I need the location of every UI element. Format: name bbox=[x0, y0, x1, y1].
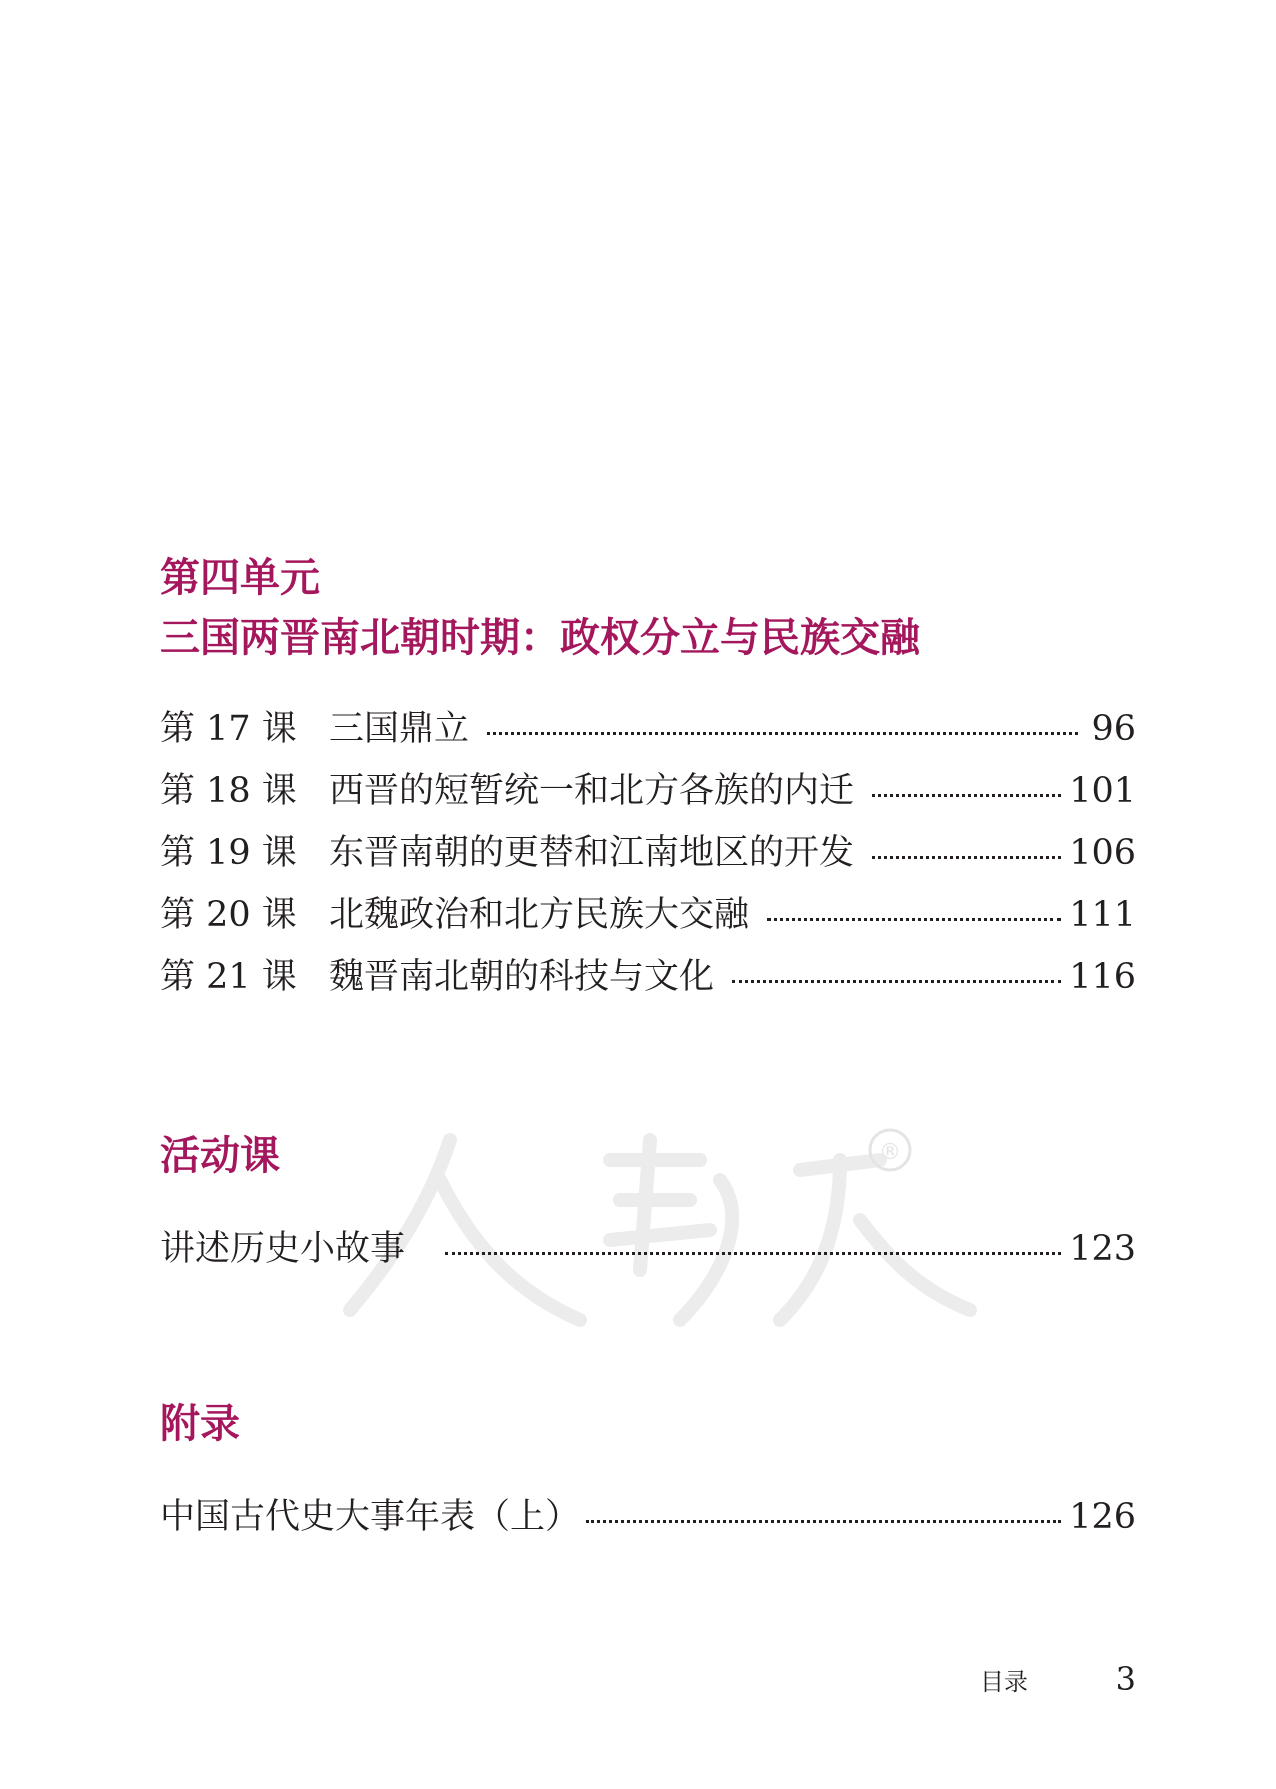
lesson-title: 东晋南朝的更替和江南地区的开发 bbox=[329, 833, 855, 873]
activity-list bbox=[160, 1218, 1136, 1280]
dot-leader bbox=[767, 918, 1061, 921]
unit-4-section bbox=[160, 548, 1136, 1008]
dot-leader bbox=[586, 1520, 1061, 1523]
dot-leader bbox=[487, 732, 1078, 735]
footer-label: 目录 bbox=[980, 1668, 1028, 1696]
page-footer bbox=[980, 1660, 1136, 1710]
toc-row[interactable] bbox=[160, 946, 1136, 1008]
lesson-title: 西晋的短暂统一和北方各族的内迁 bbox=[329, 771, 855, 811]
item-title: 讲述历史小故事 bbox=[160, 1229, 406, 1269]
lesson-number: 第 17 课 bbox=[160, 709, 297, 749]
lesson-list bbox=[160, 698, 1136, 1008]
lesson-title: 魏晋南北朝的科技与文化 bbox=[329, 957, 715, 997]
lesson-number: 第 19 课 bbox=[160, 833, 297, 873]
lesson-title: 北魏政治和北方民族大交融 bbox=[329, 895, 750, 935]
lesson-number: 第 21 课 bbox=[160, 957, 297, 997]
appendix-list bbox=[160, 1486, 1136, 1548]
registered-mark: ® bbox=[879, 1140, 901, 1165]
unit-title: 三国两晋南北朝时期：政权分立与民族交融 bbox=[160, 615, 920, 661]
dot-leader bbox=[872, 856, 1061, 859]
lesson-number: 第 20 课 bbox=[160, 895, 297, 935]
activity-section bbox=[160, 1126, 1136, 1280]
page-number: 101 bbox=[1069, 771, 1136, 811]
toc-row[interactable] bbox=[160, 1218, 1136, 1280]
toc-row[interactable] bbox=[160, 698, 1136, 760]
page-number: 111 bbox=[1069, 895, 1136, 935]
item-title: 中国古代史大事年表（上） bbox=[160, 1497, 581, 1537]
dot-leader bbox=[732, 980, 1061, 983]
dot-leader bbox=[872, 794, 1061, 797]
toc-row[interactable] bbox=[160, 884, 1136, 946]
toc-row[interactable] bbox=[160, 822, 1136, 884]
lesson-number: 第 18 课 bbox=[160, 771, 297, 811]
section-title: 附录 bbox=[160, 1401, 240, 1447]
page-number: 123 bbox=[1069, 1229, 1136, 1269]
footer-page-number: 3 bbox=[1115, 1660, 1136, 1698]
appendix-section bbox=[160, 1394, 1136, 1548]
page-number: 96 bbox=[1091, 709, 1136, 749]
unit-label: 第四单元 bbox=[160, 555, 320, 601]
page-number: 126 bbox=[1069, 1497, 1136, 1537]
dot-leader bbox=[445, 1252, 1061, 1255]
page-number: 116 bbox=[1069, 957, 1136, 997]
toc-row[interactable] bbox=[160, 760, 1136, 822]
toc-row[interactable] bbox=[160, 1486, 1136, 1548]
page-number: 106 bbox=[1069, 833, 1136, 873]
section-title: 活动课 bbox=[160, 1133, 280, 1179]
lesson-title: 三国鼎立 bbox=[329, 709, 470, 749]
